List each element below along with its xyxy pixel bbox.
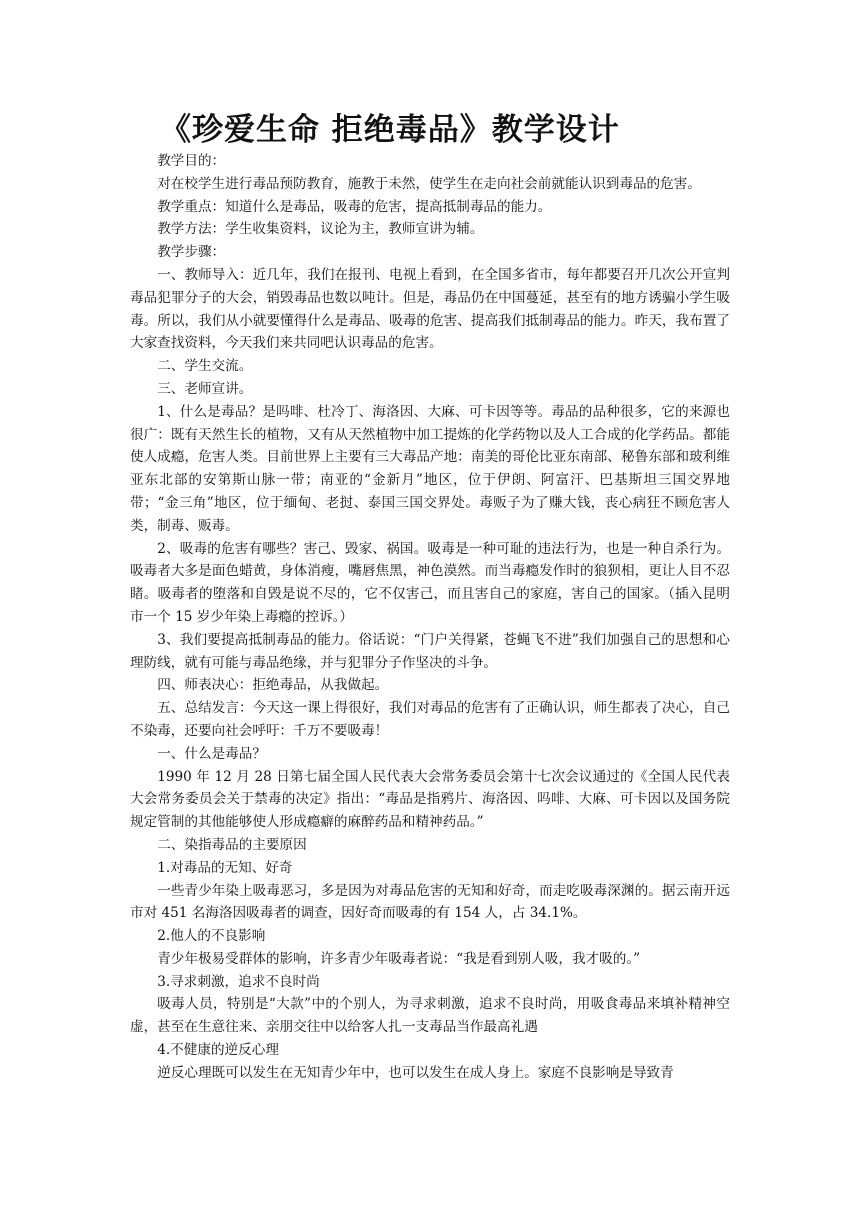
paragraph: 3.寻求刺激，追求不良时尚 [157, 973, 320, 990]
paragraph: 2、吸毒的危害有哪些？害己、毁家、祸国。吸毒是一种可耻的违法行为，也是一种自杀行为。吸毒者大多是面色蜡黄，身体消瘦，嘴唇焦黑，神色漠然。而当毒瘾发作时的狼狈相，更让人目不忍睹。吸毒者的堕落和自毁是说不尽的，它不仅害己，而且害自己的家庭，害自己的国家。（插入昆明市一个 15 岁少年染上毒瘾的控诉。） [130, 540, 730, 625]
paragraph: 一、教师导入：近几年，我们在报刊、电视上看到，在全国多省市，每年都要召开几次公开宣判毒品犯罪分子的大会，销毁毒品也数以吨计。但是，毒品仍在中国蔓延，甚至有的地方诱骗小学生吸毒。所以，我们从小就要懂得什么是毒品、吸毒的危害、提高我们抵制毒品的能力。昨天，我布置了大家查找资料，今天我们来共同吧认识毒品的危害。 [130, 266, 730, 352]
paragraph: 青少年极易受群体的影响，许多青少年吸毒者说：“我是看到别人吸，我才吸的。” [157, 950, 641, 967]
paragraph: 教学重点：知道什么是毒品，吸毒的危害，提高抵制毒品的能力。 [157, 198, 552, 215]
paragraph: 教学目的： [157, 153, 226, 169]
paragraph: 逆反心理既可以发生在无知青少年中，也可以发生在成人身上。家庭不良影响是导致青 [157, 1064, 674, 1081]
paragraph: 一、什么是毒品？ [157, 745, 266, 762]
paragraph: 吸毒人员，特别是“大款”中的个别人，为寻求刺激，追求不良时尚，用吸食毒品来填补精神空虚，甚至在生意往来、亲朋交往中以给客人扎一支毒品当作最高礼遇 [130, 996, 730, 1036]
paragraph: 3、我们要提高抵制毒品的能力。俗话说：“门户关得紧，苍蝇飞不进”我们加强自己的思想和心理防线，就有可能与毒品绝缘，并与犯罪分子作坚决的斗争。 [130, 631, 730, 671]
document-body [130, 150, 730, 1085]
paragraph: 五、总结发言：今天这一课上得很好，我们对毒品的危害有了正确认识，师生都表了决心，自己不染毒，还要向社会呼吁：千万不要吸毒！ [130, 700, 730, 739]
paragraph: 二、学生交流。 [157, 358, 253, 375]
paragraph: 1990 年 12 月 28 日第七届全国人民代表大会常务委员会第十七次会议通过的《全国人民代表大会常务委员会关于禁毒的决定》指出：“毒品是指鸦片、海洛因、吗啡、大麻、可卡因以及国务院规定管制的其他能够使人形成瘾癖的麻醉药品和精神药品。” [130, 768, 730, 831]
paragraph: 教学步骤： [157, 244, 226, 261]
paragraph: 教学方法：学生收集资料，议论为主，教师宣讲为辅。 [157, 221, 484, 238]
document-title: 《珍爱生命 拒绝毒品》教学设计 [160, 112, 620, 148]
paragraph: 2.他人的不良影响 [157, 928, 266, 945]
paragraph: 三、老师宣讲。 [157, 380, 253, 397]
paragraph: 二、染指毒品的主要原因 [157, 836, 307, 853]
paragraph: 四、师表决心：拒绝毒品，从我做起。 [157, 677, 389, 694]
paragraph: 对在校学生进行毒品预防教育，施教于未然，使学生在走向社会前就能认识到毒品的危害。 [157, 175, 701, 192]
paragraph: 4.不健康的逆反心理 [157, 1042, 279, 1059]
paragraph: 1、什么是毒品？是吗啡、杜冷丁、海洛因、大麻、可卡因等等。毒品的品种很多，它的来源也很广：既有天然生长的植物，又有从天然植物中加工提炼的化学药物以及人工合成的化学药品。都能使人成瘾，危害人类。目前世界上主要有三大毒品产地：南美的哥伦比亚东南部、秘鲁东部和玻利维亚东北部的安第斯山脉一带；南亚的“金新月”地区，位于伊朗、阿富汗、巴基斯坦三国交界地带；“金三角”地区，位于缅甸、老挝、泰国三国交界处。毒贩子为了赚大钱，丧心病狂不顾危害人类，制毒、贩毒。 [130, 403, 730, 534]
paragraph: 一些青少年染上吸毒恶习，多是因为对毒品危害的无知和好奇，而走吃吸毒深渊的。据云南开远市对 451 名海洛因吸毒者的调查，因好奇而吸毒的有 154 人，占 34.1%。 [130, 882, 730, 922]
paragraph: 1.对毒品的无知、好奇 [157, 859, 293, 876]
